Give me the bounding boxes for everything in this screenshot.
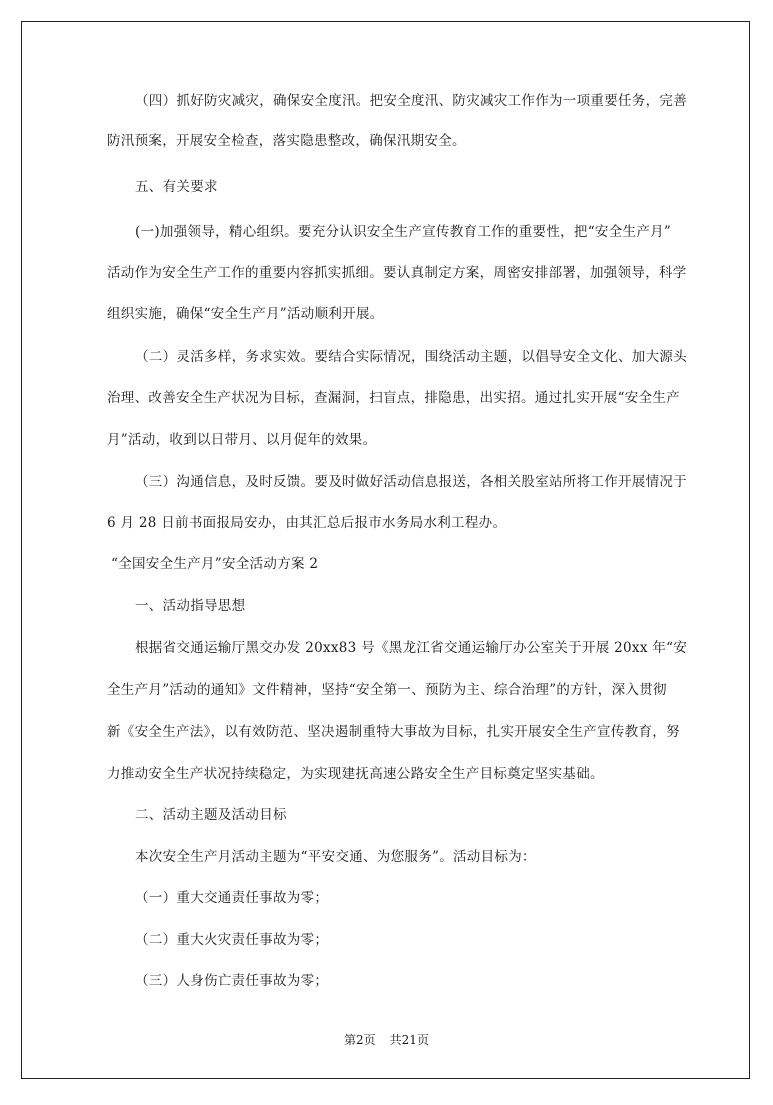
paragraph-line: （三）沟通信息，及时反馈。要及时做好活动信息报送，各相关股室站所将工作开展情况于 <box>135 474 687 490</box>
page-number: 第2页 <box>344 1033 376 1047</box>
page-border <box>21 21 750 1079</box>
section-heading: 一、活动指导思想 <box>135 598 246 614</box>
paragraph-line: 月”活动，收到以日带月、以月促年的效果。 <box>107 432 377 448</box>
paragraph-line: 防汛预案，开展安全检查，落实隐患整改，确保汛期安全。 <box>107 133 466 149</box>
list-item: （一）重大交通责任事故为零； <box>135 890 329 906</box>
paragraph-line: 本次安全生产月活动主题为“平安交通、为您服务”。活动目标为： <box>135 849 536 865</box>
paragraph-line: （四）抓好防灾减灾，确保安全度汛。把安全度汛、防灾减灾工作作为一项重要任务，完善 <box>135 93 687 109</box>
paragraph-line: 力推动安全生产状况持续稳定，为实现建抚高速公路安全生产目标奠定坚实基础。 <box>107 766 604 782</box>
section-heading: 五、有关要求 <box>135 179 218 195</box>
paragraph-line: 6 月 28 日前书面报局安办，由其汇总后报市水务局水利工程办。 <box>107 515 507 531</box>
paragraph-line: （二）灵活多样，务求实效。要结合实际情况，围绕活动主题，以倡导安全文化、加大源头 <box>135 349 687 365</box>
page-total: 共21页 <box>389 1033 429 1047</box>
list-item: （二）重大火灾责任事故为零； <box>135 932 329 948</box>
paragraph-line: 活动作为安全生产工作的重要内容抓实抓细。要认真制定方案，周密安排部署，加强领导，科学 <box>107 265 687 281</box>
paragraph-line: (一)加强领导，精心组织。要充分认识安全生产宣传教育工作的重要性，把“安全生产月” <box>135 224 672 240</box>
section-heading: 二、活动主题及活动目标 <box>135 807 287 823</box>
paragraph-line: 治理、改善安全生产状况为目标，查漏洞，扫盲点，排隐患，出实招。通过扎实开展“安全生产 <box>107 390 680 406</box>
paragraph-line: 根据省交通运输厅黑交办发 20xx83 号《黑龙江省交通运输厅办公室关于开展 20xx 年“安 <box>135 640 688 656</box>
paragraph-line: 全生产月”活动的通知》文件精神，坚持“安全第一、预防为主、综合治理”的方针，深入贯彻 <box>107 682 667 698</box>
list-item: （三）人身伤亡责任事故为零； <box>135 973 329 989</box>
document-title: “全国安全生产月”安全活动方案 2 <box>111 556 319 572</box>
paragraph-line: 新《安全生产法》，以有效防范、坚决遏制重特大事故为目标，扎实开展安全生产宣传教育，努 <box>107 724 680 740</box>
page-footer <box>0 1032 773 1048</box>
paragraph-line: 组织实施，确保“安全生产月”活动顺利开展。 <box>107 306 384 322</box>
